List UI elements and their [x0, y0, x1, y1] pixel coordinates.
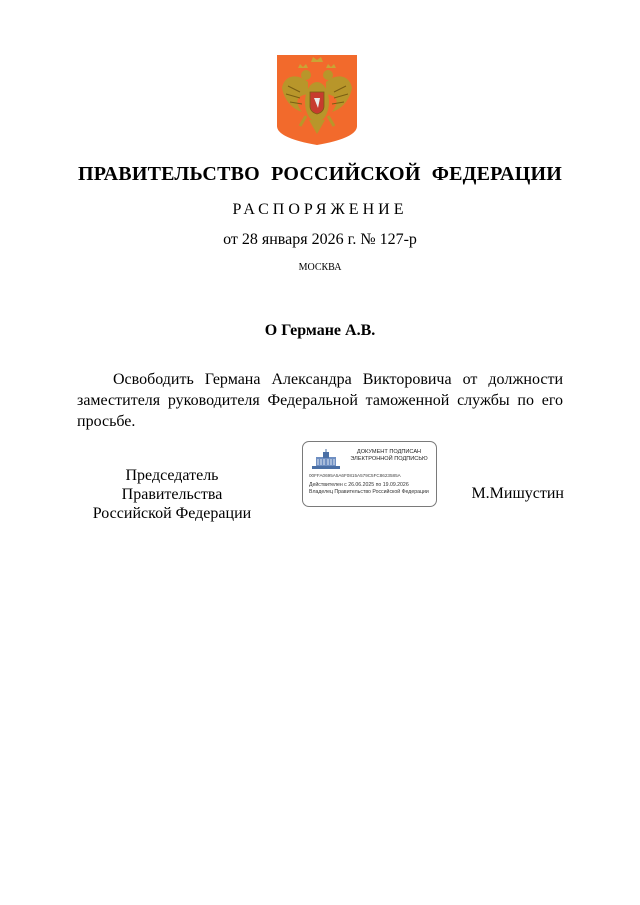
electronic-signature-stamp [302, 441, 437, 507]
signatory-position-line1: Председатель Правительства [121, 467, 223, 503]
document-date-number: от 28 января 2026 г. № 127-р [223, 231, 417, 248]
russian-coat-of-arms-emblem [276, 54, 358, 146]
document-city: МОСКВА [298, 262, 342, 273]
stamp-title [343, 449, 435, 463]
document-body: Освободить Германа Александра Викторовича от должности заместителя руководителя Федеральной таможенной службы по его просьбе. [77, 371, 563, 430]
document-type: РАСПОРЯЖЕНИЕ [232, 201, 408, 218]
stamp-owner: Владелец Правительство Российской Федерации [309, 489, 429, 495]
signatory-position-line2: Российской Федерации [92, 505, 252, 522]
government-building-icon [310, 449, 342, 471]
document-subject: О Германе А.В. [264, 322, 376, 339]
stamp-serial-number: 00FFA0695A5A6F0815A579C5FC8623585A [309, 473, 401, 478]
stamp-title-line1: ДОКУМЕНТ ПОДПИСАН [356, 449, 422, 455]
stamp-title-line2: ЭЛЕКТРОННОЙ ПОДПИСЬЮ [350, 456, 428, 462]
stamp-validity: Действителен с 26.06.2025 по 19.09.2026 [309, 482, 409, 488]
government-title: ПРАВИТЕЛЬСТВО РОССИЙСКОЙ ФЕДЕРАЦИИ [78, 163, 562, 185]
signatory-name: М.Мишустин [471, 485, 564, 502]
signatory-position [74, 466, 270, 523]
